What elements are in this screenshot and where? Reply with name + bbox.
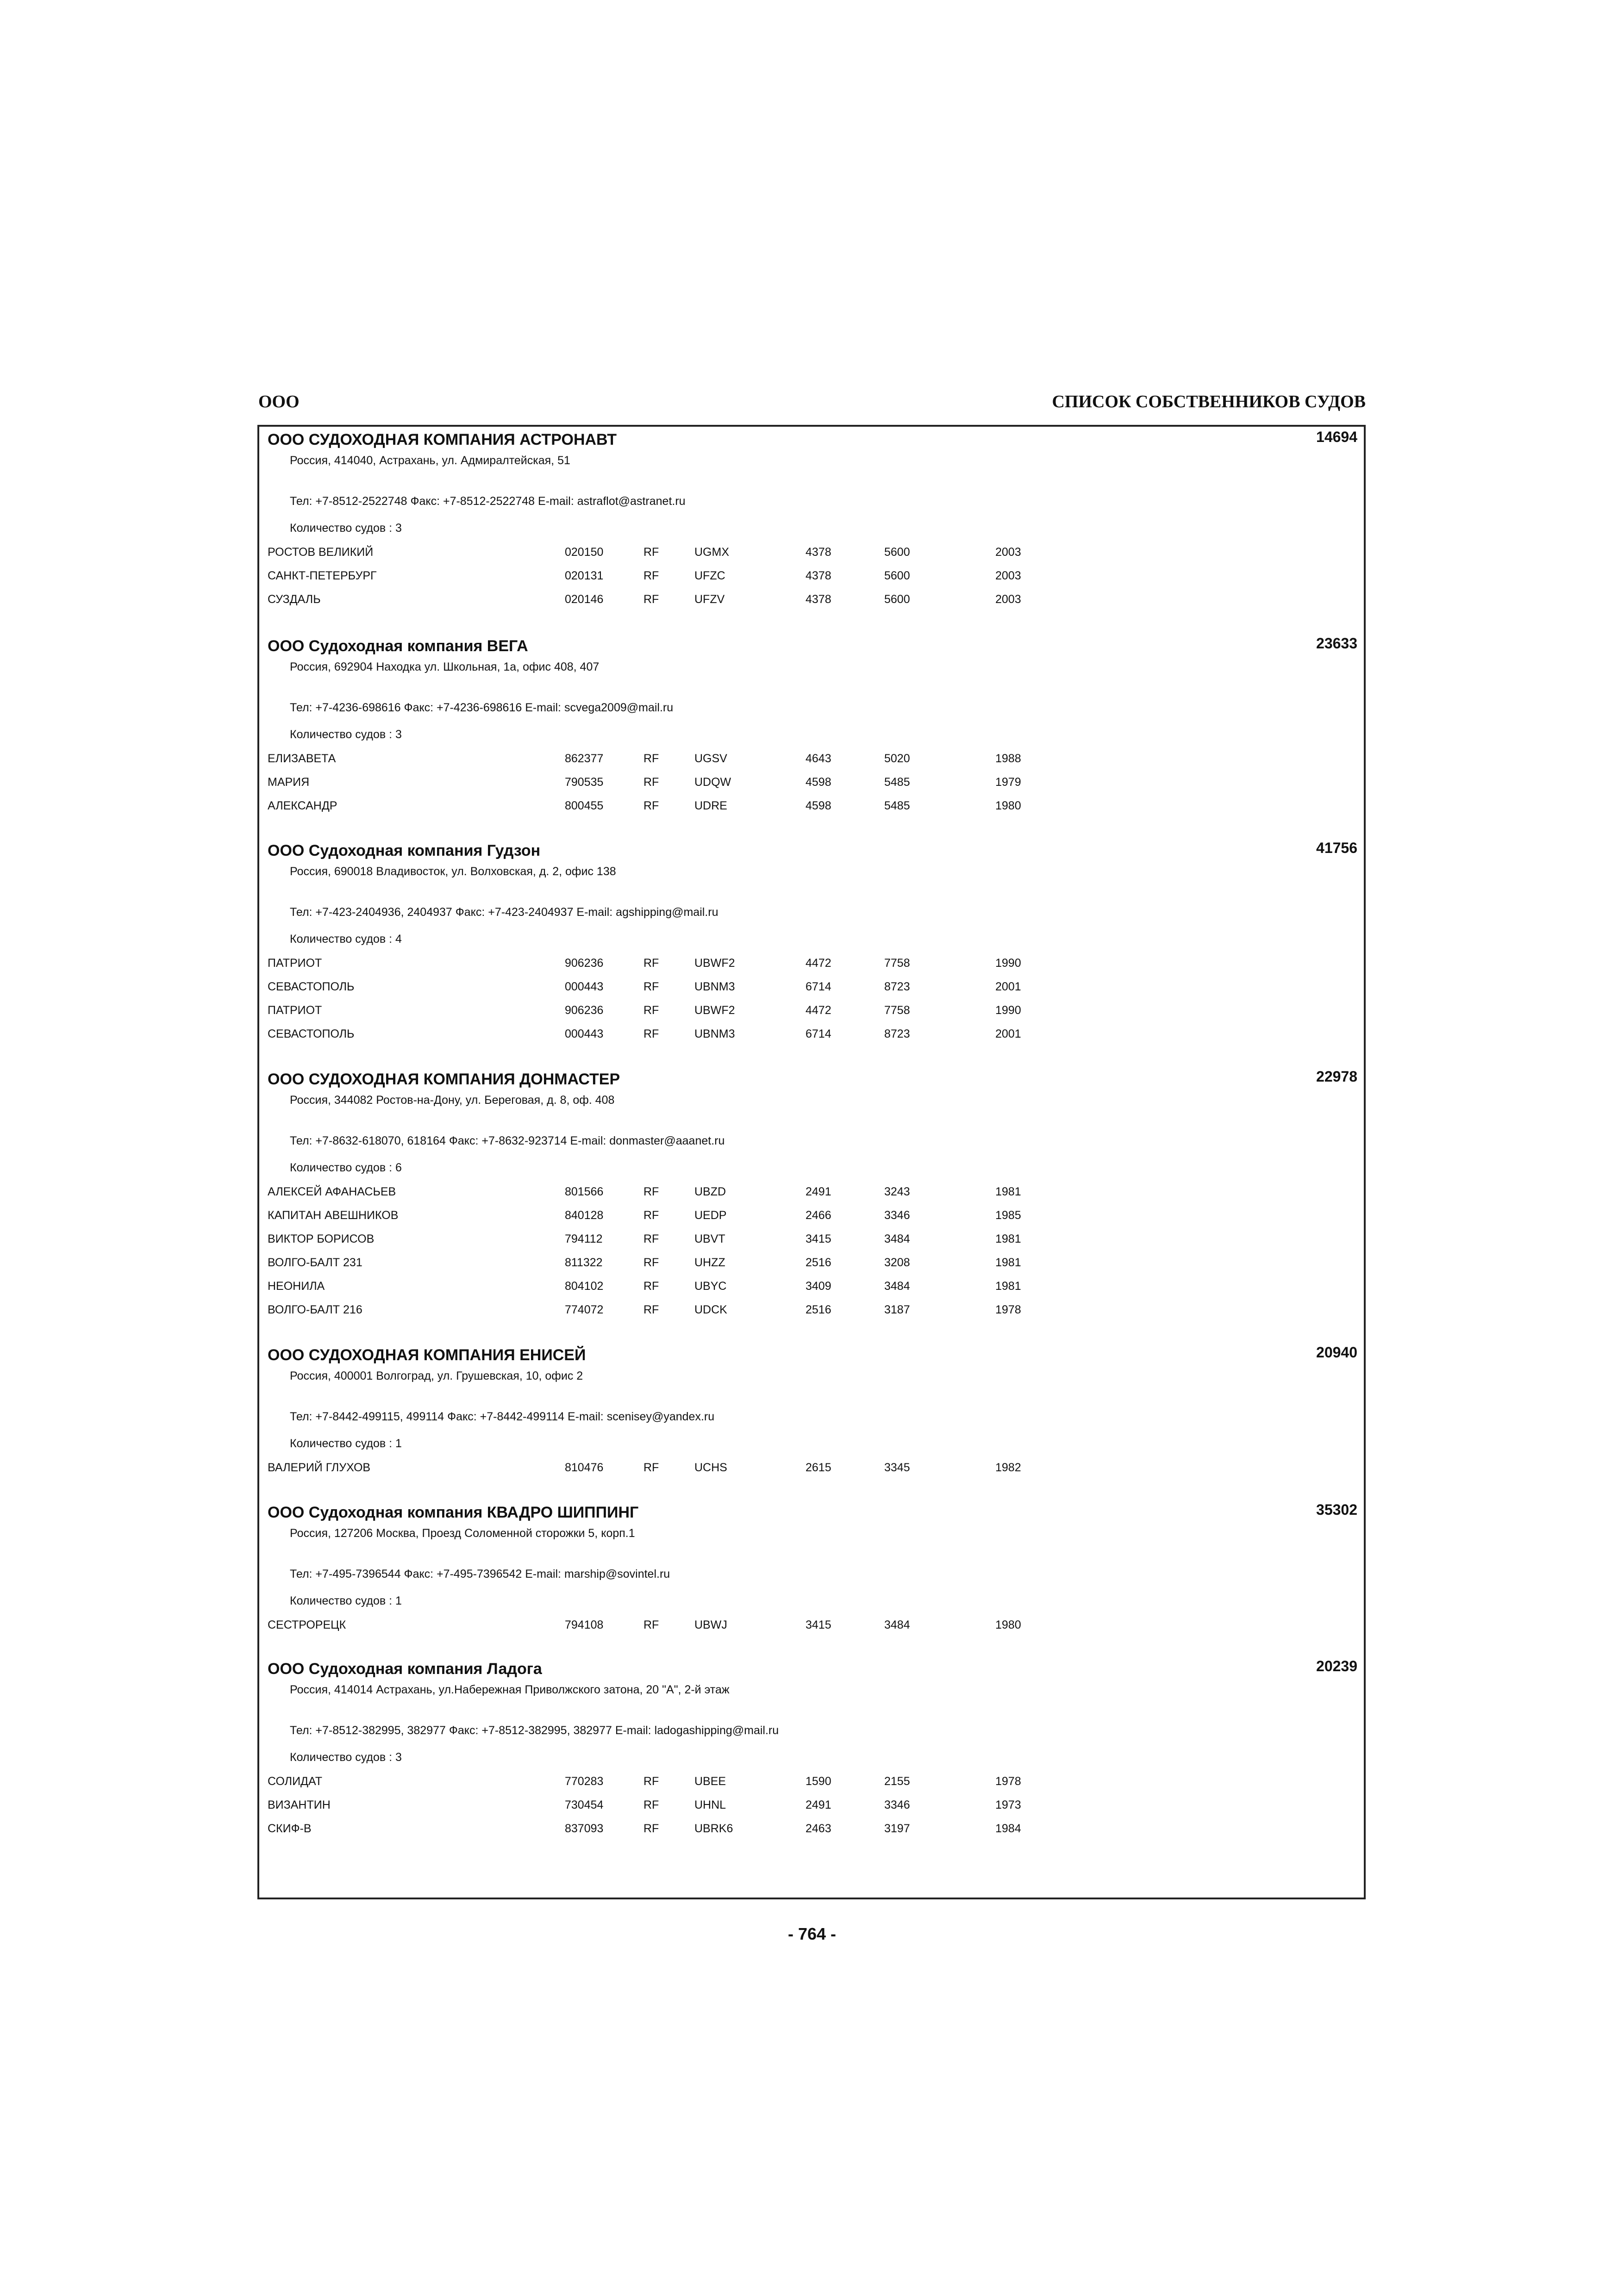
vessel-row — [259, 592, 1364, 616]
vessel-flag: RF — [643, 1822, 659, 1835]
vessel-build-year: 2001 — [995, 1027, 1021, 1040]
vessel-callsign: UHZZ — [694, 1256, 725, 1269]
vessel-number: 794112 — [565, 1232, 603, 1245]
vessel-build-year: 1973 — [995, 1798, 1021, 1811]
vessel-deadweight: 5485 — [884, 776, 910, 789]
vessel-gross-tonnage: 4378 — [806, 569, 831, 582]
vessel-number: 000443 — [565, 1027, 604, 1040]
vessel-flag: RF — [643, 957, 659, 970]
vessel-flag: RF — [643, 1004, 659, 1017]
vessel-list — [259, 956, 1364, 1051]
vessel-gross-tonnage: 4378 — [806, 593, 831, 606]
vessel-flag: RF — [643, 1027, 659, 1040]
vessel-flag: RF — [643, 1209, 659, 1222]
vessel-callsign: UDQW — [694, 776, 731, 789]
company-name: ООО Судоходная компания Гудзон — [268, 842, 541, 859]
vessel-count: Количество судов : 1 — [290, 1594, 402, 1607]
company-address: Россия, 414040, Астрахань, ул. Адмиралтейская, 51 — [290, 454, 570, 467]
vessel-flag: RF — [643, 1461, 659, 1474]
vessel-callsign: UBZD — [694, 1185, 726, 1198]
header-section-label: ООО — [258, 392, 300, 411]
vessel-flag: RF — [643, 1232, 659, 1245]
vessel-row — [259, 799, 1364, 822]
vessel-row — [259, 1774, 1364, 1798]
vessel-callsign: UBEE — [694, 1775, 726, 1788]
vessel-name: СУЗДАЛЬ — [268, 593, 321, 606]
vessel-build-year: 2003 — [995, 569, 1021, 582]
vessel-gross-tonnage: 3415 — [806, 1618, 831, 1631]
vessel-number: 020150 — [565, 546, 604, 559]
company-contacts: Тел: +7-8512-2522748 Факс: +7-8512-2522748 E-mail: astraflot@astranet.ru — [290, 495, 686, 508]
vessel-build-year: 1978 — [995, 1303, 1021, 1316]
vessel-deadweight: 8723 — [884, 1027, 910, 1040]
vessel-count: Количество судов : 3 — [290, 1751, 402, 1764]
company-name: ООО Судоходная компания Ладога — [268, 1660, 542, 1678]
vessel-deadweight: 3484 — [884, 1280, 910, 1293]
company-code: 14694 — [1316, 429, 1357, 445]
vessel-callsign: UFZV — [694, 593, 725, 606]
vessel-row — [259, 545, 1364, 569]
company-address: Россия, 344082 Ростов-на-Дону, ул. Береговая, д. 8, оф. 408 — [290, 1094, 615, 1107]
vessel-flag: RF — [643, 569, 659, 582]
vessel-gross-tonnage: 2466 — [806, 1209, 831, 1222]
vessel-deadweight: 3484 — [884, 1232, 910, 1245]
vessel-row — [259, 752, 1364, 775]
vessel-gross-tonnage: 6714 — [806, 1027, 831, 1040]
vessel-name: ЕЛИЗАВЕТА — [268, 752, 336, 765]
vessel-build-year: 1990 — [995, 957, 1021, 970]
vessel-count: Количество судов : 6 — [290, 1161, 402, 1174]
vessel-number: 790535 — [565, 776, 604, 789]
vessel-gross-tonnage: 4378 — [806, 546, 831, 559]
vessel-number: 804102 — [565, 1280, 604, 1293]
vessel-build-year: 1981 — [995, 1256, 1021, 1269]
vessel-callsign: UBVT — [694, 1232, 725, 1245]
vessel-gross-tonnage: 4598 — [806, 799, 831, 812]
vessel-gross-tonnage: 4643 — [806, 752, 831, 765]
vessel-deadweight: 8723 — [884, 980, 910, 993]
vessel-gross-tonnage: 2491 — [806, 1798, 831, 1811]
vessel-callsign: UGSV — [694, 752, 727, 765]
vessel-build-year: 1980 — [995, 1618, 1021, 1631]
company-address: Россия, 690018 Владивосток, ул. Волховская, д. 2, офис 138 — [290, 865, 616, 878]
vessel-row — [259, 1461, 1364, 1484]
vessel-name: ВАЛЕРИЙ ГЛУХОВ — [268, 1461, 371, 1474]
vessel-deadweight: 7758 — [884, 1004, 910, 1017]
company-name: ООО Судоходная компания КВАДРО ШИППИНГ — [268, 1504, 639, 1521]
vessel-callsign: UBNM3 — [694, 980, 735, 993]
vessel-name: СЕСТРОРЕЦК — [268, 1618, 346, 1631]
vessel-flag: RF — [643, 1775, 659, 1788]
vessel-gross-tonnage: 2615 — [806, 1461, 831, 1474]
vessel-build-year: 2003 — [995, 546, 1021, 559]
company-contacts: Тел: +7-8512-382995, 382977 Факс: +7-8512-382995, 382977 E-mail: ladogashipping@mail.ru — [290, 1724, 779, 1737]
vessel-flag: RF — [643, 1303, 659, 1316]
company-code: 20239 — [1316, 1658, 1357, 1674]
company-address: Россия, 400001 Волгоград, ул. Грушевская, 10, офис 2 — [290, 1369, 583, 1382]
company-code: 41756 — [1316, 840, 1357, 856]
vessel-number: 020131 — [565, 569, 604, 582]
company-contacts: Тел: +7-495-7396544 Факс: +7-495-7396542 E-mail: marship@sovintel.ru — [290, 1568, 670, 1580]
vessel-row — [259, 1185, 1364, 1208]
vessel-number: 906236 — [565, 957, 604, 970]
vessel-flag: RF — [643, 980, 659, 993]
vessel-deadweight: 3484 — [884, 1618, 910, 1631]
vessel-row — [259, 1232, 1364, 1256]
vessel-deadweight: 3208 — [884, 1256, 910, 1269]
vessel-flag: RF — [643, 752, 659, 765]
vessel-deadweight: 3187 — [884, 1303, 910, 1316]
vessel-name: МАРИЯ — [268, 776, 310, 789]
company-name: ООО СУДОХОДНАЯ КОМПАНИЯ АСТРОНАВТ — [268, 431, 617, 448]
company-contacts: Тел: +7-423-2404936, 2404937 Факс: +7-423-2404937 E-mail: agshipping@mail.ru — [290, 906, 718, 919]
vessel-row — [259, 1208, 1364, 1232]
vessel-row — [259, 956, 1364, 980]
vessel-row — [259, 1279, 1364, 1303]
vessel-deadweight: 3345 — [884, 1461, 910, 1474]
vessel-flag: RF — [643, 776, 659, 789]
vessel-list — [259, 545, 1364, 616]
vessel-deadweight: 5020 — [884, 752, 910, 765]
vessel-callsign: UBWF2 — [694, 957, 735, 970]
running-header — [257, 392, 1366, 415]
vessel-gross-tonnage: 2516 — [806, 1303, 831, 1316]
vessel-number: 810476 — [565, 1461, 604, 1474]
vessel-count: Количество судов : 1 — [290, 1437, 402, 1450]
vessel-callsign: UBNM3 — [694, 1027, 735, 1040]
vessel-deadweight: 7758 — [884, 957, 910, 970]
vessel-build-year: 1981 — [995, 1280, 1021, 1293]
company-code: 20940 — [1316, 1344, 1357, 1361]
vessel-row — [259, 1256, 1364, 1279]
vessel-gross-tonnage: 4472 — [806, 1004, 831, 1017]
company-name: ООО СУДОХОДНАЯ КОМПАНИЯ ЕНИСЕЙ — [268, 1346, 586, 1364]
vessel-gross-tonnage: 1590 — [806, 1775, 831, 1788]
company-contacts: Тел: +7-4236-698616 Факс: +7-4236-698616 E-mail: scvega2009@mail.ru — [290, 701, 674, 714]
vessel-flag: RF — [643, 546, 659, 559]
vessel-build-year: 1981 — [995, 1185, 1021, 1198]
vessel-flag: RF — [643, 593, 659, 606]
vessel-number: 811322 — [565, 1256, 603, 1269]
vessel-name: ПАТРИОТ — [268, 957, 322, 970]
vessel-deadweight: 5600 — [884, 569, 910, 582]
vessel-name: СЕВАСТОПОЛЬ — [268, 980, 355, 993]
vessel-row — [259, 1003, 1364, 1027]
vessel-callsign: UDRE — [694, 799, 727, 812]
vessel-gross-tonnage: 3409 — [806, 1280, 831, 1293]
vessel-number: 801566 — [565, 1185, 604, 1198]
vessel-flag: RF — [643, 1256, 659, 1269]
vessel-build-year: 1985 — [995, 1209, 1021, 1222]
vessel-deadweight: 5600 — [884, 546, 910, 559]
vessel-row — [259, 569, 1364, 592]
vessel-number: 774072 — [565, 1303, 604, 1316]
vessel-number: 770283 — [565, 1775, 604, 1788]
vessel-list — [259, 1461, 1364, 1484]
vessel-build-year: 1988 — [995, 752, 1021, 765]
company-contacts: Тел: +7-8632-618070, 618164 Факс: +7-8632-923714 E-mail: donmaster@aaanet.ru — [290, 1134, 725, 1147]
vessel-row — [259, 775, 1364, 799]
vessel-list — [259, 1185, 1364, 1326]
vessel-gross-tonnage: 3415 — [806, 1232, 831, 1245]
vessel-number: 906236 — [565, 1004, 604, 1017]
vessel-gross-tonnage: 6714 — [806, 980, 831, 993]
vessel-flag: RF — [643, 1280, 659, 1293]
vessel-number: 020146 — [565, 593, 604, 606]
vessel-number: 837093 — [565, 1822, 604, 1835]
vessel-name: ВИЗАНТИН — [268, 1798, 331, 1811]
vessel-name: СОЛИДАТ — [268, 1775, 322, 1788]
vessel-callsign: UEDP — [694, 1209, 727, 1222]
vessel-count: Количество судов : 4 — [290, 933, 402, 946]
company-contacts: Тел: +7-8442-499115, 499114 Факс: +7-8442-499114 E-mail: scenisey@yandex.ru — [290, 1410, 715, 1423]
vessel-deadweight: 3346 — [884, 1798, 910, 1811]
vessel-build-year: 1990 — [995, 1004, 1021, 1017]
vessel-row — [259, 1798, 1364, 1822]
vessel-name: АЛЕКСАНДР — [268, 799, 337, 812]
vessel-row — [259, 1822, 1364, 1845]
vessel-row — [259, 980, 1364, 1003]
vessel-callsign: UDCK — [694, 1303, 727, 1316]
vessel-gross-tonnage: 2491 — [806, 1185, 831, 1198]
vessel-gross-tonnage: 2516 — [806, 1256, 831, 1269]
vessel-gross-tonnage: 4598 — [806, 776, 831, 789]
vessel-callsign: UBWJ — [694, 1618, 727, 1631]
vessel-name: ВИКТОР БОРИСОВ — [268, 1232, 375, 1245]
vessel-flag: RF — [643, 799, 659, 812]
vessel-callsign: UCHS — [694, 1461, 727, 1474]
company-code: 35302 — [1316, 1501, 1357, 1518]
vessel-name: ВОЛГО-БАЛТ 216 — [268, 1303, 362, 1316]
vessel-deadweight: 3346 — [884, 1209, 910, 1222]
vessel-build-year: 1979 — [995, 776, 1021, 789]
company-address: Россия, 127206 Москва, Проезд Соломенной сторожки 5, корп.1 — [290, 1527, 635, 1540]
vessel-number: 730454 — [565, 1798, 604, 1811]
vessel-name: СКИФ-В — [268, 1822, 312, 1835]
vessel-name: НЕОНИЛА — [268, 1280, 325, 1293]
vessel-callsign: UFZC — [694, 569, 725, 582]
header-title: СПИСОК СОБСТВЕННИКОВ СУДОВ — [1052, 392, 1366, 411]
vessel-name: САНКТ-ПЕТЕРБУРГ — [268, 569, 377, 582]
vessel-build-year: 2001 — [995, 980, 1021, 993]
vessel-number: 862377 — [565, 752, 604, 765]
vessel-build-year: 1981 — [995, 1232, 1021, 1245]
vessel-deadweight: 3243 — [884, 1185, 910, 1198]
vessel-gross-tonnage: 2463 — [806, 1822, 831, 1835]
vessel-number: 794108 — [565, 1618, 604, 1631]
page-number: - 764 - — [787, 1924, 837, 1943]
vessel-name: РОСТОВ ВЕЛИКИЙ — [268, 546, 374, 559]
vessel-row — [259, 1027, 1364, 1051]
vessel-count: Количество судов : 3 — [290, 522, 402, 535]
vessel-count: Количество судов : 3 — [290, 728, 402, 741]
vessel-callsign: UBRK6 — [694, 1822, 733, 1835]
vessel-number: 800455 — [565, 799, 604, 812]
vessel-list — [259, 752, 1364, 822]
vessel-flag: RF — [643, 1618, 659, 1631]
vessel-row — [259, 1303, 1364, 1326]
vessel-build-year: 2003 — [995, 593, 1021, 606]
vessel-deadweight: 3197 — [884, 1822, 910, 1835]
vessel-list — [259, 1774, 1364, 1845]
company-code: 22978 — [1316, 1068, 1357, 1085]
vessel-gross-tonnage: 4472 — [806, 957, 831, 970]
vessel-deadweight: 5485 — [884, 799, 910, 812]
vessel-build-year: 1978 — [995, 1775, 1021, 1788]
vessel-name: ПАТРИОТ — [268, 1004, 322, 1017]
vessel-name: КАПИТАН АВЕШНИКОВ — [268, 1209, 399, 1222]
vessel-name: ВОЛГО-БАЛТ 231 — [268, 1256, 362, 1269]
company-address: Россия, 692904 Находка ул. Школьная, 1а, офис 408, 407 — [290, 660, 600, 673]
vessel-callsign: UHNL — [694, 1798, 726, 1811]
vessel-deadweight: 2155 — [884, 1775, 910, 1788]
vessel-build-year: 1982 — [995, 1461, 1021, 1474]
vessel-row — [259, 1618, 1364, 1642]
vessel-flag: RF — [643, 1185, 659, 1198]
vessel-number: 840128 — [565, 1209, 604, 1222]
vessel-callsign: UBWF2 — [694, 1004, 735, 1017]
vessel-name: АЛЕКСЕЙ АФАНАСЬЕВ — [268, 1185, 396, 1198]
vessel-deadweight: 5600 — [884, 593, 910, 606]
vessel-list — [259, 1618, 1364, 1642]
vessel-build-year: 1984 — [995, 1822, 1021, 1835]
vessel-callsign: UBYC — [694, 1280, 727, 1293]
vessel-build-year: 1980 — [995, 799, 1021, 812]
company-name: ООО Судоходная компания ВЕГА — [268, 637, 528, 655]
vessel-flag: RF — [643, 1798, 659, 1811]
listing-frame — [257, 425, 1366, 1899]
vessel-number: 000443 — [565, 980, 604, 993]
vessel-callsign: UGMX — [694, 546, 729, 559]
company-address: Россия, 414014 Астрахань, ул.Набережная Приволжского затона, 20 "А", 2-й этаж — [290, 1683, 730, 1696]
company-name: ООО СУДОХОДНАЯ КОМПАНИЯ ДОНМАСТЕР — [268, 1070, 620, 1088]
company-code: 23633 — [1316, 635, 1357, 652]
vessel-name: СЕВАСТОПОЛЬ — [268, 1027, 355, 1040]
